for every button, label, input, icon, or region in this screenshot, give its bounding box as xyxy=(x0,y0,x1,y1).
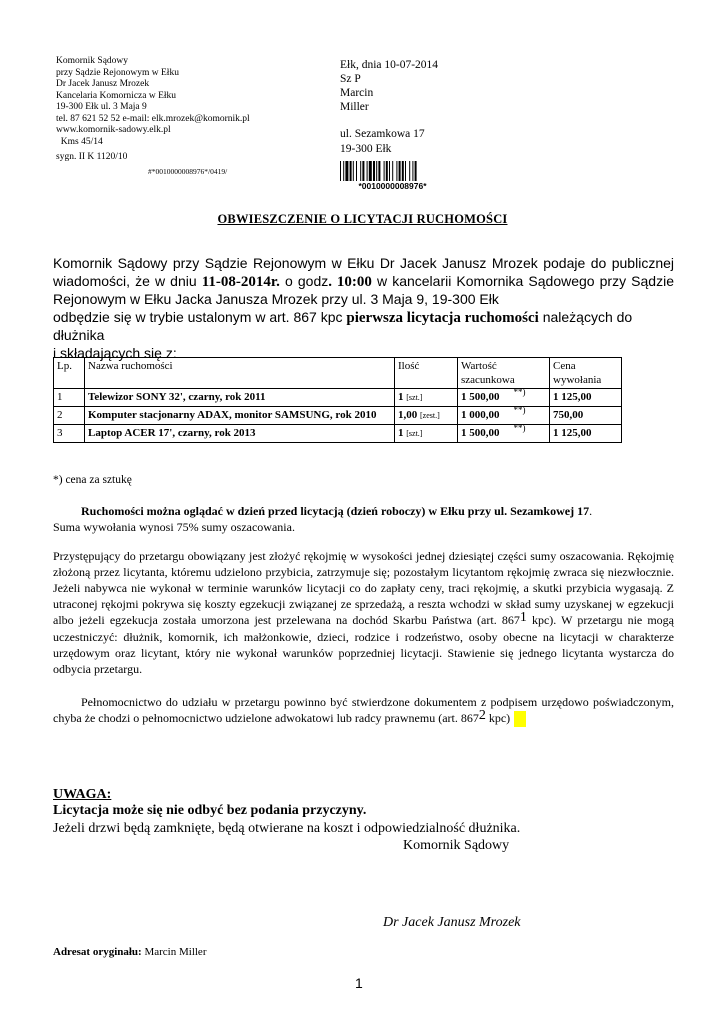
sender-line: tel. 87 621 52 52 e-mail: elk.mrozek@komornik.pl xyxy=(56,113,250,124)
intro-text: i składających się z: xyxy=(53,344,177,361)
cell-lp: 1 xyxy=(54,389,85,407)
auction-type: pierwsza licytacja ruchomości xyxy=(346,309,539,326)
intro-text: w kancelarii Komornika Sądowego przy Sądzie Rejonowym w Ełku Jacka Janusza Mrozek przy ul. 3 Maja 9, 19-300 Ełk xyxy=(53,272,674,307)
sender-line: Komornik Sądowy xyxy=(56,56,129,66)
cell-lp: 2 xyxy=(54,407,85,425)
cell-value: 1 500,00 **) xyxy=(458,389,550,407)
viewing-info: Ruchomości można oglądać w dzień przed licytacją (dzień roboczy) w Ełku przy ul. Sezamkowej 17 xyxy=(81,504,590,518)
cell-qty: 1 [szt.] xyxy=(395,425,458,443)
sender-line: Dr Jacek Janusz Mrozek xyxy=(56,79,150,89)
barcode-bar xyxy=(402,161,404,181)
recipient-city: 19-300 Ełk xyxy=(340,143,392,155)
intro-line xyxy=(53,309,674,345)
highlight-mark xyxy=(514,711,526,727)
auction-time: . 10:00 xyxy=(328,273,372,290)
barcode-bar xyxy=(353,161,354,181)
intro-text: należących do dłużnika xyxy=(53,308,633,343)
barcode-bar xyxy=(369,161,372,181)
table-row xyxy=(54,425,622,443)
footnote: *) cena za sztukę xyxy=(53,474,132,486)
deposit-paragraph: Przystępujący do przetargu obowiązany jest złożyć rękojmię w wysokości jednej dziesiątej części sumy oszacowania. Rękojmię złożoną przez licytanta, któremu udzielono przybicia, zatrzymuje się; pozostałym licytantom rękojmię zwraca się niezwłocznie. Jeżeli nabywca nie wykonał w terminie warunków licytacji co do zapłaty ceny, traci rękojmię, a skutki przybicia wygasają. Z utraconej rękojmi pokrywa się koszty egzekucji związanej ze sprzedażą, a reszta wchodzi w skład sumy uzyskanej w egzekucji albo jeżeli egzekucja została umorzona jest przelewana na dochód Skarbu Państwa (art. 8671 kpc). W przetargu nie mogą uczestniczyć: dłużnik, komornik, ich małżonkowie, dzieci, rodzice i rodzeństwo, osoby obecne na licytacji w charakterze urzędowym oraz licytant, który nie wykonał warunków poprzedniej licytacji. Stawienie się jednego licytanta wystarcza do odbycia przetargu. xyxy=(53,549,675,676)
cell-lp: 3 xyxy=(54,425,85,443)
header-name: Nazwa ruchomości xyxy=(85,358,395,389)
barcode-bar xyxy=(373,161,375,181)
header-qty: Ilość xyxy=(395,358,458,389)
barcode-bar xyxy=(415,161,417,181)
recipient-address xyxy=(340,127,425,157)
proxy-paragraph: Pełnomocnictwo do udziału w przetargu powinno być stwierdzone dokumentem z podpisem urzędowo poświadczonym, chyba że chodzi o pełnomocnictwo udzielone adwokatowi lub radcy prawnemu (art. 8672 kpc) xyxy=(53,694,674,727)
barcode-bar xyxy=(412,161,413,181)
barcode-bar xyxy=(360,161,361,181)
sender-line: Kms 45/14 xyxy=(56,136,103,147)
intro-paragraph xyxy=(53,255,674,362)
reserve-info: Suma wywołania wynosi 75% sumy oszacowania. xyxy=(53,520,295,534)
intro-text: odbędzie się w trybie ustalonym w art. 867 kpc xyxy=(53,308,347,325)
barcode-bar xyxy=(340,161,341,181)
barcode-bar xyxy=(356,161,357,181)
signature: Dr Jacek Janusz Mrozek xyxy=(383,915,521,930)
barcode-bar xyxy=(345,161,348,181)
warning-heading: UWAGA: xyxy=(53,787,112,802)
barcode-bar xyxy=(362,161,364,181)
barcode-bar xyxy=(343,161,344,181)
barcode-bar xyxy=(367,161,368,181)
cell-name: Telewizor SONY 32', czarny, rok 2011 xyxy=(85,389,395,407)
items-table xyxy=(53,357,622,443)
page-number: 1 xyxy=(355,975,363,991)
intro-text: o godz xyxy=(279,272,329,289)
table-row xyxy=(54,389,622,407)
barcode-number: #*0010000008976*/0419/ xyxy=(148,167,228,176)
table-row xyxy=(54,407,622,425)
cell-qty: 1,00 [zest.] xyxy=(395,407,458,425)
cell-price: 1 125,00 xyxy=(550,425,622,443)
barcode-bar xyxy=(376,161,377,181)
recipient-salutation: Sz P xyxy=(340,73,361,85)
barcode-bar xyxy=(405,161,406,181)
document-title: OBWIESZCZENIE O LICYTACJI RUCHOMOŚCI xyxy=(217,212,508,226)
warning-line-1: Licytacja może się nie odbyć bez podania przyczyny. xyxy=(53,803,367,818)
cell-name: Komputer stacjonarny ADAX, monitor SAMSUNG, rok 2010 xyxy=(85,407,395,425)
cell-price: 750,00 xyxy=(550,407,622,425)
barcode-bar xyxy=(409,161,410,181)
header-price: Cena wywołania xyxy=(550,358,622,389)
addressee-label: Adresat oryginału: xyxy=(53,946,142,958)
addressee-name: Marcin Miller xyxy=(141,946,207,958)
sender-line: www.komornik-sadowy.elk.pl xyxy=(56,125,171,135)
barcode-graphic xyxy=(339,161,446,190)
auction-date: 11-08-2014r. xyxy=(201,273,280,290)
barcode-bar xyxy=(392,161,393,181)
place-date-block xyxy=(340,58,438,114)
cell-qty: 1 [szt.] xyxy=(395,389,458,407)
barcode-bar xyxy=(386,161,388,181)
barcode-bar xyxy=(389,161,390,181)
header-value: Wartość szacunkowa xyxy=(458,358,550,389)
sender-line: Kancelaria Komornicza w Ełku xyxy=(56,90,177,101)
barcode-bar xyxy=(378,161,380,181)
barcode-label: *0010000008976* xyxy=(358,181,427,190)
cell-name: Laptop ACER 17', czarny, rok 2013 xyxy=(85,425,395,443)
sender-line: 19-300 Ełk ul. 3 Maja 9 xyxy=(56,102,147,112)
recipient-first-name: Marcin xyxy=(340,87,374,99)
barcode xyxy=(339,161,446,190)
intro-text: Komornik Sądowy przy Sądzie Rejonowym w Ełku Dr Jacek Janusz Mrozek podaje do publicznej wiadomości, że w dniu xyxy=(53,255,674,289)
place-date: Ełk, dnia 10-07-2014 xyxy=(340,59,439,71)
sender-block xyxy=(56,56,250,148)
barcode-bar xyxy=(399,161,401,181)
cell-value: 1 500,00 **) xyxy=(458,425,550,443)
cell-price: 1 125,00 xyxy=(550,389,622,407)
header-lp: Lp. xyxy=(54,358,85,389)
recipient-street: ul. Sezamkowa 17 xyxy=(340,128,425,140)
barcode-bar xyxy=(384,161,385,181)
barcode-bar xyxy=(396,161,397,181)
case-signature: sygn. II K 1120/10 xyxy=(56,152,128,162)
sender-line: przy Sądzie Rejonowym w Ełku xyxy=(56,67,179,78)
closing-title: Komornik Sądowy xyxy=(403,838,510,853)
cell-value: 1 000,00 **) xyxy=(458,407,550,425)
addressee-line xyxy=(53,946,206,958)
warning-line-2: Jeżeli drzwi będą zamknięte, będą otwierane na koszt i odpowiedzialność dłużnika. xyxy=(53,821,521,836)
barcode-bar xyxy=(350,161,352,181)
recipient-last-name: Miller xyxy=(340,101,369,113)
viewing-paragraph: Ruchomości można oglądać w dzień przed licytacją (dzień roboczy) w Ełku przy ul. Sezamkowej 17. Suma wywołania wynosi 75% sumy oszacowania. xyxy=(53,504,593,534)
table-header-row xyxy=(54,358,622,389)
